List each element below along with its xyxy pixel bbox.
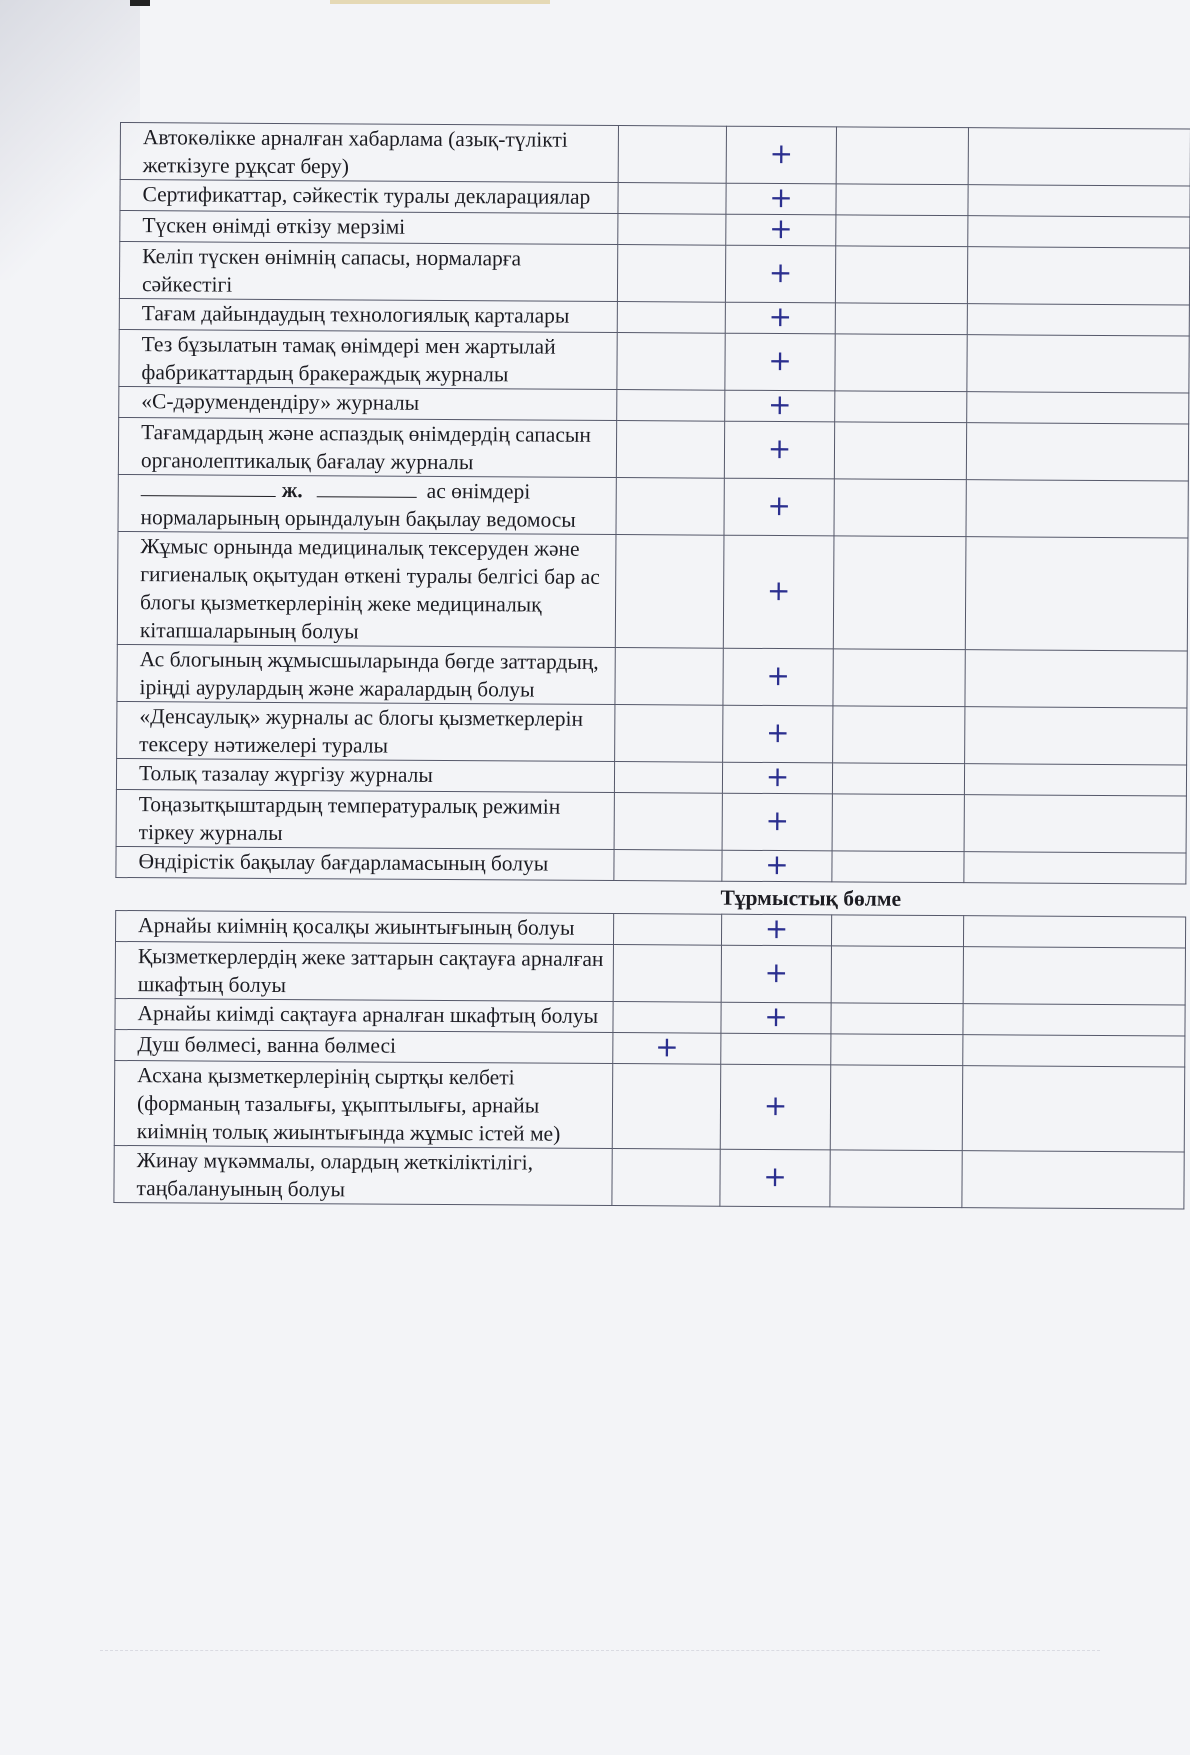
handwritten-plus-icon: + bbox=[764, 955, 789, 990]
mark-cell-col-3[interactable] bbox=[720, 1064, 831, 1150]
handwritten-plus-icon: + bbox=[768, 255, 793, 290]
mark-cell-col-2[interactable] bbox=[613, 1002, 721, 1034]
mark-cell-col-5[interactable] bbox=[963, 947, 1185, 1005]
mark-cell-col-2[interactable] bbox=[618, 214, 726, 246]
handwritten-plus-icon: + bbox=[768, 299, 793, 334]
mark-cell-col-5[interactable] bbox=[963, 1004, 1185, 1036]
mark-cell-col-4[interactable] bbox=[831, 1003, 963, 1035]
mark-cell-col-4[interactable] bbox=[832, 763, 964, 795]
section-title: Тұрмыстық бөлме bbox=[720, 885, 902, 911]
mark-cell-col-2[interactable] bbox=[616, 421, 724, 479]
handwritten-plus-icon: + bbox=[767, 488, 792, 523]
row-description-text: Арнайы киімді сақтауға арналған шкафтың болуы bbox=[137, 1001, 599, 1028]
row-description-text: Тез бұзылатын тамақ өнімдері мен жартылай фабрикаттардың бракераждық журналы bbox=[141, 332, 556, 387]
mark-cell-col-4[interactable] bbox=[835, 334, 967, 392]
row-description-text: Сертификаттар, сәйкестік туралы декларациялар bbox=[142, 182, 591, 209]
mark-cell-col-3[interactable] bbox=[722, 759, 832, 794]
mark-cell-col-2[interactable] bbox=[613, 1030, 721, 1065]
table-row bbox=[119, 242, 1189, 306]
row-description bbox=[115, 1029, 613, 1063]
table-row bbox=[114, 1145, 1184, 1209]
handwritten-plus-icon: + bbox=[766, 658, 790, 693]
mark-cell-col-5[interactable] bbox=[967, 392, 1189, 424]
handwritten-plus-icon: + bbox=[766, 573, 791, 608]
mark-cell-col-5[interactable] bbox=[967, 247, 1189, 305]
mark-cell-col-5[interactable] bbox=[962, 1151, 1184, 1209]
handwritten-plus-icon: + bbox=[765, 759, 790, 794]
checklist-section-household-room bbox=[114, 910, 1186, 1209]
mark-cell-col-5[interactable] bbox=[965, 707, 1187, 765]
handwritten-plus-icon: + bbox=[763, 1159, 787, 1194]
row-description bbox=[120, 180, 618, 214]
mark-cell-col-3[interactable] bbox=[722, 847, 832, 882]
mark-cell-col-4[interactable] bbox=[834, 422, 966, 480]
mark-cell-col-2[interactable] bbox=[613, 945, 721, 1003]
mark-cell-col-2[interactable] bbox=[614, 850, 722, 882]
mark-cell-col-3[interactable] bbox=[721, 999, 831, 1034]
checklist-section-kitchen bbox=[116, 123, 1190, 885]
mark-cell-col-2[interactable] bbox=[615, 705, 723, 763]
mark-cell-col-2[interactable] bbox=[616, 478, 724, 536]
mark-cell-col-5[interactable] bbox=[964, 852, 1186, 884]
mark-cell-col-5[interactable] bbox=[968, 128, 1190, 186]
row-description-text: Жұмыс орнында медициналық тексеруден және гигиеналық оқытудан өткені туралы белгісі бар ас блогы қызметкерлерінің жеке медициналық кітапшаларының болуы bbox=[139, 534, 600, 644]
row-description-text: Келіп түскен өнімнің сапасы, нормаларға сәйкестігі bbox=[141, 244, 522, 297]
mark-cell-col-2[interactable] bbox=[617, 302, 725, 334]
blank-fill-line[interactable] bbox=[317, 476, 417, 498]
mark-cell-col-4[interactable] bbox=[830, 1150, 962, 1208]
mark-cell-col-4[interactable] bbox=[832, 851, 964, 883]
row-description bbox=[117, 531, 616, 647]
row-description bbox=[114, 1060, 613, 1148]
row-description-text: Өндірістік бақылау бағдарламасының болуы bbox=[138, 849, 549, 876]
mark-cell-col-3[interactable] bbox=[721, 945, 831, 1003]
mark-cell-col-4[interactable] bbox=[831, 946, 963, 1004]
row-description-text: Асхана қызметкерлерінің сыртқы келбеті (форманың тазалығы, ұқыптылығы, арнайы киімнің толық жиынтығында жұмыс істей ме) bbox=[136, 1063, 561, 1146]
row-description-text: Тағам дайындаудың технологиялық карталары bbox=[141, 301, 570, 328]
mark-cell-col-3[interactable] bbox=[725, 245, 835, 303]
mark-cell-col-2[interactable] bbox=[612, 1064, 721, 1150]
handwritten-plus-icon: + bbox=[765, 715, 790, 750]
handwritten-plus-icon: + bbox=[769, 180, 793, 215]
checklist-table bbox=[113, 122, 1190, 1210]
mark-cell-col-3[interactable] bbox=[720, 1149, 830, 1207]
blank-fill-line[interactable] bbox=[141, 475, 276, 497]
mark-cell-col-2[interactable] bbox=[617, 245, 725, 303]
row-description bbox=[115, 910, 613, 944]
mark-cell-col-5[interactable] bbox=[967, 335, 1189, 393]
mark-cell-col-3[interactable] bbox=[725, 333, 835, 391]
mark-cell-col-3[interactable] bbox=[726, 126, 836, 184]
table-row bbox=[118, 474, 1188, 538]
row-description bbox=[117, 701, 615, 761]
table-row bbox=[117, 701, 1187, 765]
table-row bbox=[120, 123, 1190, 187]
row-description bbox=[115, 998, 613, 1032]
handwritten-plus-icon: + bbox=[765, 803, 790, 838]
table-row bbox=[115, 941, 1185, 1005]
mark-cell-col-4[interactable] bbox=[835, 391, 967, 423]
row-description-text: «Денсаулық» журналы ас блогы қызметкерлерін тексеру нәтижелері туралы bbox=[139, 704, 584, 758]
mark-cell-col-3[interactable] bbox=[723, 535, 834, 649]
handwritten-plus-icon: + bbox=[655, 1030, 679, 1064]
mark-cell-col-5[interactable] bbox=[963, 916, 1185, 948]
mark-cell-col-4[interactable] bbox=[836, 184, 968, 216]
mark-cell-col-3[interactable] bbox=[724, 478, 834, 536]
mark-cell-col-4[interactable] bbox=[830, 1065, 963, 1151]
row-description bbox=[116, 846, 614, 880]
mark-cell-col-3[interactable] bbox=[726, 211, 836, 246]
mark-cell-col-3[interactable] bbox=[724, 421, 834, 479]
mark-cell-col-5[interactable] bbox=[967, 304, 1189, 336]
table-row bbox=[116, 789, 1186, 853]
mark-cell-col-4[interactable] bbox=[831, 915, 963, 947]
row-description bbox=[119, 329, 617, 389]
mark-cell-col-2[interactable] bbox=[613, 914, 721, 946]
row-description bbox=[119, 298, 617, 332]
row-description bbox=[118, 474, 616, 534]
mark-cell-col-3[interactable] bbox=[721, 911, 831, 946]
row-description-text: Түскен өнімді өткізу мерзімі bbox=[142, 213, 406, 239]
row-description-text: Арнайы киімнің қосалқы жиынтығының болуы bbox=[138, 913, 575, 940]
row-description bbox=[119, 242, 617, 302]
mark-cell-col-3[interactable] bbox=[721, 1033, 831, 1065]
mark-cell-col-2[interactable] bbox=[618, 126, 726, 184]
handwritten-plus-icon: + bbox=[767, 387, 792, 422]
row-description-text: Қызметкерлердің жеке заттарын сақтауға арналған шкафтың болуы bbox=[137, 944, 604, 998]
mark-cell-col-2[interactable] bbox=[617, 390, 725, 422]
scan-edge-strip bbox=[330, 0, 550, 4]
mark-cell-col-3[interactable] bbox=[725, 299, 835, 334]
mark-cell-col-2[interactable] bbox=[615, 535, 724, 649]
mark-cell-col-5[interactable] bbox=[966, 423, 1188, 481]
mark-cell-col-5[interactable] bbox=[966, 480, 1188, 538]
mark-cell-col-4[interactable] bbox=[833, 536, 966, 650]
row-description-text: Автокөлікке арналған хабарлама (азық-түлікті жеткізуге рұқсат беру) bbox=[142, 125, 568, 179]
mark-cell-col-2[interactable] bbox=[615, 648, 723, 706]
row-description bbox=[117, 644, 615, 704]
row-description-text: ас өнімдері нормаларының орындалуын бақылау ведомосы bbox=[140, 478, 576, 532]
row-description bbox=[119, 386, 617, 420]
row-description-text: Ас блогының жұмысшыларында бөгде заттардың, іріңді аурулардың және жаралардың болуы bbox=[139, 647, 599, 702]
mark-cell-col-4[interactable] bbox=[833, 706, 965, 764]
mark-cell-col-2[interactable] bbox=[614, 793, 722, 851]
year-abbrev-label: ж. bbox=[281, 477, 303, 503]
mark-cell-col-3[interactable] bbox=[723, 705, 833, 763]
handwritten-plus-icon: + bbox=[764, 999, 788, 1034]
mark-cell-col-3[interactable] bbox=[725, 387, 835, 422]
mark-cell-col-4[interactable] bbox=[832, 794, 964, 852]
table-row bbox=[118, 417, 1188, 481]
mark-cell-col-3[interactable] bbox=[722, 793, 832, 851]
row-description bbox=[116, 789, 614, 849]
mark-cell-col-3[interactable] bbox=[723, 648, 833, 706]
table-row bbox=[119, 329, 1189, 393]
handwritten-plus-icon: + bbox=[768, 343, 792, 378]
row-description bbox=[114, 1145, 612, 1205]
mark-cell-col-4[interactable] bbox=[831, 1034, 963, 1066]
handwritten-plus-icon: + bbox=[763, 1088, 788, 1123]
row-description-text: Тағамдардың және аспаздық өнімдердің сапасын органолептикалық бағалау журналы bbox=[140, 420, 591, 475]
mark-cell-col-2[interactable] bbox=[614, 762, 722, 794]
handwritten-plus-icon: + bbox=[769, 211, 793, 246]
mark-cell-col-4[interactable] bbox=[833, 649, 965, 707]
mark-cell-col-4[interactable] bbox=[836, 215, 968, 247]
handwritten-plus-icon: + bbox=[764, 911, 789, 946]
mark-cell-col-5[interactable] bbox=[962, 1066, 1185, 1152]
mark-cell-col-2[interactable] bbox=[618, 183, 726, 215]
mark-cell-col-2[interactable] bbox=[617, 333, 725, 391]
mark-cell-col-3[interactable] bbox=[726, 180, 836, 215]
mark-cell-col-5[interactable] bbox=[964, 795, 1186, 853]
row-description-text: Душ бөлмесі, ванна бөлмесі bbox=[137, 1032, 397, 1058]
table-row bbox=[117, 531, 1188, 651]
mark-cell-col-4[interactable] bbox=[836, 127, 968, 185]
mark-cell-col-5[interactable] bbox=[964, 764, 1186, 796]
row-description bbox=[120, 211, 618, 245]
scan-edge-mark bbox=[130, 0, 150, 6]
mark-cell-col-4[interactable] bbox=[835, 246, 967, 304]
row-description bbox=[120, 123, 618, 183]
row-description-text: Тоңазытқыштардың температуралық режимін тіркеу журналы bbox=[138, 792, 561, 846]
handwritten-plus-icon: + bbox=[765, 847, 789, 882]
table-row bbox=[114, 1060, 1184, 1152]
row-description-text: Жинау мүкәммалы, олардың жеткіліктілігі, таңбалануының болуы bbox=[136, 1148, 534, 1202]
row-description bbox=[115, 941, 613, 1001]
handwritten-plus-icon: + bbox=[769, 136, 794, 171]
mark-cell-col-5[interactable] bbox=[965, 537, 1188, 651]
mark-cell-col-5[interactable] bbox=[963, 1035, 1185, 1067]
page-bottom-margin bbox=[100, 1650, 1100, 1751]
row-description bbox=[118, 417, 616, 477]
row-description-text: Толық тазалау жүргізу журналы bbox=[138, 761, 433, 787]
table-row bbox=[117, 644, 1187, 708]
mark-cell-col-5[interactable] bbox=[968, 185, 1190, 217]
mark-cell-col-5[interactable] bbox=[965, 650, 1187, 708]
row-description-text: «С-дәрумендендіру» журналы bbox=[141, 389, 420, 415]
mark-cell-col-4[interactable] bbox=[835, 303, 967, 335]
mark-cell-col-4[interactable] bbox=[834, 479, 966, 537]
row-description bbox=[116, 758, 614, 792]
mark-cell-col-5[interactable] bbox=[968, 216, 1190, 248]
handwritten-plus-icon: + bbox=[767, 431, 792, 466]
mark-cell-col-2[interactable] bbox=[612, 1149, 720, 1207]
